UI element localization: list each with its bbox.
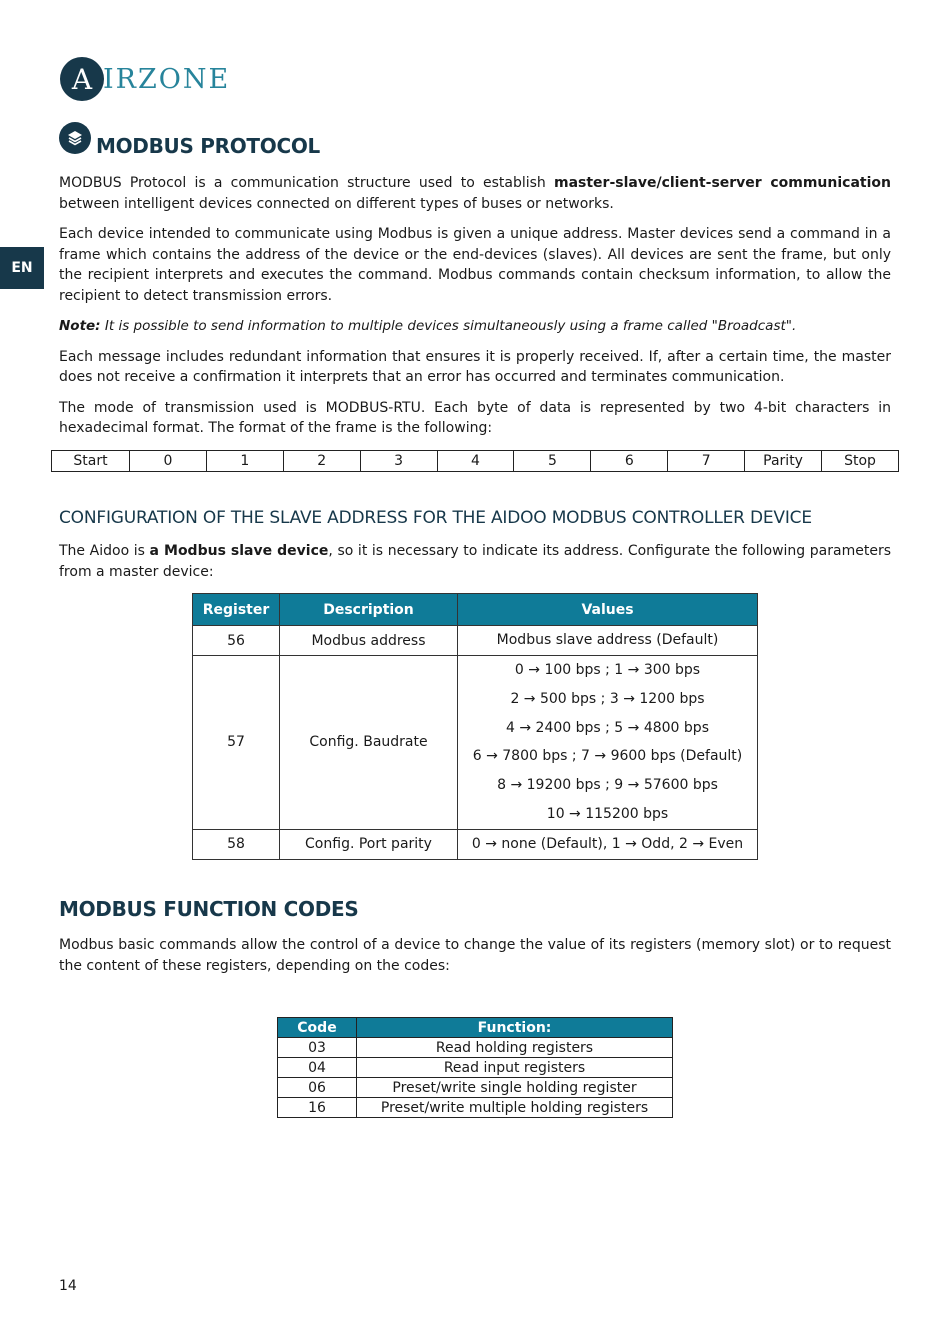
layers-icon: [59, 122, 91, 154]
note: Note: It is possible to send information to multiple devices simultaneously using a frame called "Broadcast".: [59, 318, 797, 334]
header-values: Values: [458, 594, 758, 626]
paragraph-aidoo: The Aidoo is a Modbus slave device, so it is necessary to indicate its address. Configurate the following parameters from a master device:: [59, 543, 891, 580]
frame-cell: 2: [283, 451, 360, 472]
table-row: [193, 656, 758, 830]
table-row: [278, 1038, 673, 1058]
code-cell: 16: [278, 1098, 357, 1118]
code-cell: 03: [278, 1038, 357, 1058]
frame-cell: 5: [514, 451, 591, 472]
header-function: Function:: [357, 1018, 673, 1038]
header-code: Code: [278, 1018, 357, 1038]
paragraph-redundancy: Each message includes redundant information that ensures it is properly received. If, after a certain time, the master does not receive a confirmation it interprets that an error has occurred and terminates communication.: [59, 348, 891, 385]
page-number: 14: [59, 1278, 77, 1294]
logo-text: IRZONE: [103, 63, 231, 95]
description-cell: Config. Port parity: [280, 829, 458, 859]
function-cell: Read input registers: [357, 1058, 673, 1078]
frame-cell: 3: [360, 451, 437, 472]
section-title-function-codes: MODBUS FUNCTION CODES: [59, 897, 359, 921]
frame-cell: Parity: [745, 451, 822, 472]
function-cell: Preset/write multiple holding registers: [357, 1098, 673, 1118]
register-cell: 57: [193, 656, 280, 830]
paragraph-transmission: The mode of transmission used is MODBUS-RTU. Each byte of data is represented by two 4-bit characters in hexadecimal format. The format of the frame is the following:: [59, 399, 891, 436]
description-cell: Modbus address: [280, 626, 458, 656]
logo-letter: A: [60, 57, 104, 101]
register-cell: 58: [193, 829, 280, 859]
table-row: [193, 829, 758, 859]
language-tab: EN: [0, 247, 44, 289]
value-line: 6 → 7800 bps ; 7 → 9600 bps (Default): [472, 748, 743, 765]
paragraph-addressing: Each device intended to communicate using Modbus is given a unique address. Master devices send a command in a frame which contains the address of the device or the end-devices (slaves). All devices are sent the frame, but only the recipient interprets and executes the command. Modbus commands contain checksum information, to allow the recipient to detect transmission errors.: [59, 226, 891, 304]
register-table: [192, 593, 758, 860]
code-cell: 04: [278, 1058, 357, 1078]
frame-format-table: [51, 450, 899, 472]
function-cell: Preset/write single holding register: [357, 1078, 673, 1098]
value-line: 10 → 115200 bps: [546, 805, 669, 822]
frame-cell: Start: [52, 451, 130, 472]
value-line: 0 → 100 bps ; 1 → 300 bps: [514, 662, 701, 678]
frame-cell: 0: [130, 451, 207, 472]
value-line: 0 → none (Default), 1 → Odd, 2 → Even: [471, 835, 744, 852]
section3-body: [59, 935, 891, 986]
code-cell: 06: [278, 1078, 357, 1098]
header-register: Register: [193, 594, 280, 626]
paragraph-intro: MODBUS Protocol is a communication structure used to establish master-slave/client-server communication between intelligent devices connected on different types of buses or networks.: [59, 175, 891, 212]
header-description: Description: [280, 594, 458, 626]
table-row: [278, 1058, 673, 1078]
frame-cell: 1: [206, 451, 283, 472]
section-body: [59, 173, 891, 449]
value-line: 8 → 19200 bps ; 9 → 57600 bps: [497, 777, 718, 794]
section-title-slave-address: CONFIGURATION OF THE SLAVE ADDRESS FOR THE AIDOO MODBUS CONTROLLER DEVICE: [59, 508, 812, 528]
register-cell: 56: [193, 626, 280, 656]
values-cell: [458, 829, 758, 859]
table-row: [193, 626, 758, 656]
values-cell: [458, 626, 758, 656]
values-cell: [458, 656, 758, 830]
airzone-logo: [60, 57, 230, 101]
function-codes-table: [277, 1017, 673, 1118]
frame-cell: 6: [591, 451, 668, 472]
table-row: [278, 1078, 673, 1098]
value-line: 2 → 500 bps ; 3 → 1200 bps: [510, 690, 705, 707]
section2-body: [59, 541, 891, 592]
frame-cell: 4: [437, 451, 514, 472]
table-row: [278, 1098, 673, 1118]
paragraph-function-codes: Modbus basic commands allow the control of a device to change the value of its registers (memory slot) or to request the content of these registers, depending on the codes:: [59, 937, 891, 974]
value-line: 4 → 2400 bps ; 5 → 4800 bps: [506, 719, 709, 736]
frame-cell: Stop: [822, 451, 899, 472]
frame-cell: 7: [668, 451, 745, 472]
section-title-modbus-protocol: MODBUS PROTOCOL: [96, 134, 320, 158]
function-cell: Read holding registers: [357, 1038, 673, 1058]
description-cell: Config. Baudrate: [280, 656, 458, 830]
value-line: Modbus slave address (Default): [496, 632, 719, 649]
